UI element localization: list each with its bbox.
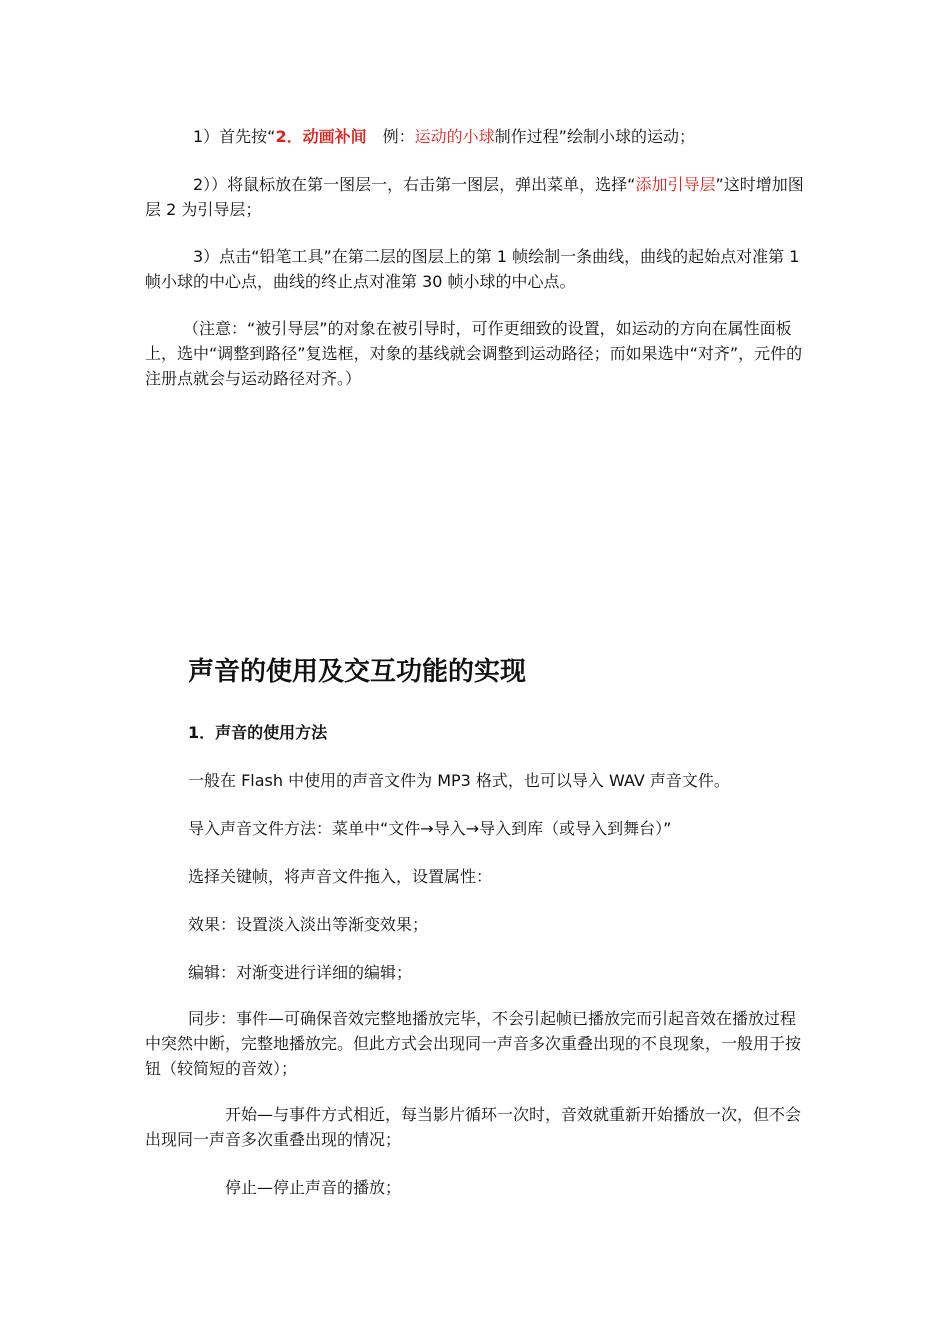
paragraph-stop: 停止—停止声音的播放；: [225, 1178, 402, 1197]
paragraph-formats: 一般在 Flash 中使用的声音文件为 MP3 格式，也可以导入 WAV 声音文件。: [188, 771, 730, 790]
section-title: 声音的使用及交互功能的实现: [188, 657, 527, 687]
paragraph-import-method: 导入声音文件方法：菜单中“文件→导入→导入到库（或导入到舞台）”: [188, 819, 672, 838]
step-1-highlight: 运动的小球: [414, 127, 495, 146]
step-1-paragraph: 1）首先按“2．动画补间 例：运动的小球制作过程”绘制小球的运动；: [193, 127, 695, 146]
step-1-highlight-bold: 2．动画补间: [275, 127, 367, 146]
paragraph-edit: 编辑：对渐变进行详细的编辑；: [188, 963, 413, 982]
step-2-highlight: 添加引导层: [635, 175, 716, 194]
step-2-paragraph: 2））将鼠标放在第一图层一，右击第一图层，弹出菜单，选择“添加引导层”这时增加图层 2 为引导层；: [145, 175, 804, 219]
paragraph-effect: 效果：设置淡入淡出等渐变效果；: [188, 915, 429, 934]
step-3-paragraph: 3）点击“铅笔工具”在第二层的图层上的第 1 帧绘制一条曲线，曲线的起始点对准第 1 帧小球的中心点，曲线的终止点对准第 30 帧小球的中心点。: [145, 247, 800, 291]
section-subtitle: 1．声音的使用方法: [188, 723, 328, 742]
paragraph-select-keyframe: 选择关键帧，将声音文件拖入，设置属性：: [188, 867, 493, 886]
paragraph-start: 开始—与事件方式相近，每当影片循环一次时，音效就重新开始播放一次，但不会出现同一声音多次重叠出现的情况；: [145, 1105, 802, 1149]
paragraph-sync: 同步：事件—可确保音效完整地播放完毕，不会引起帧已播放完而引起音效在播放过程中突然中断，完整地播放完。但此方式会出现同一声音多次重叠出现的不良现象，一般用于按钮（较简短的音效）；: [145, 1009, 802, 1078]
note-paragraph: （注意：“被引导层”的对象在被引导时，可作更细致的设置，如运动的方向在属性面板上，选中“调整到路径”复选框，对象的基线就会调整到运动路径；而如果选中“对齐”，元件的注册点就会与运动路径对齐。）: [145, 319, 803, 388]
